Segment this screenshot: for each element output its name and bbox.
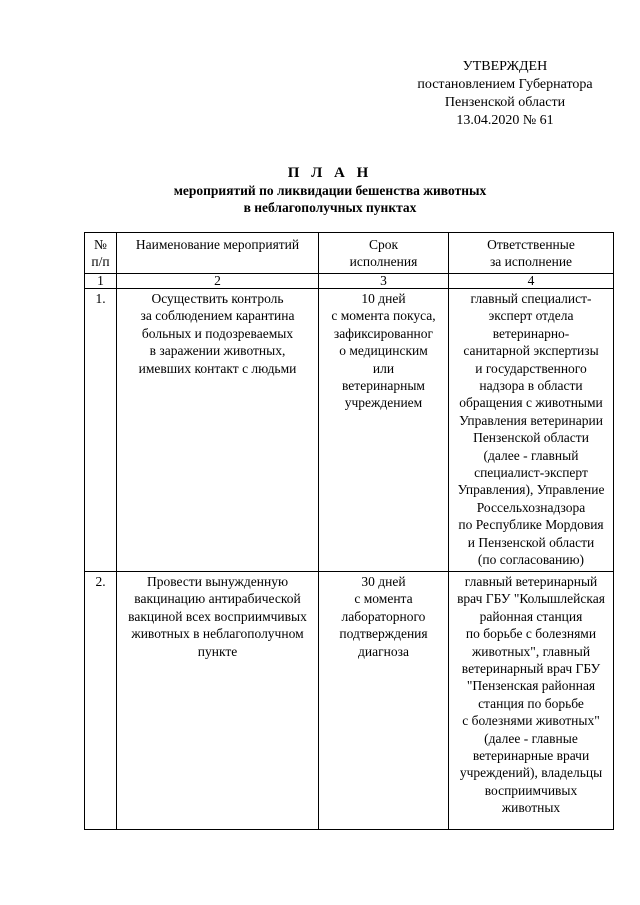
header-deadline: Срок исполнения [319,233,449,274]
column-numbers-row [85,274,614,289]
header-number: № п/п [85,233,117,274]
column-number: 3 [319,274,449,289]
table-header-row [85,233,614,274]
approval-decree: постановлением Губернатора [417,77,593,92]
table-row [85,572,614,830]
column-number: 4 [449,274,614,289]
row-deadline: 10 дней с момента покуса, зафиксированног о медицинским или ветеринарным учреждением [319,289,449,572]
row-responsible: главный ветеринарный врач ГБУ "Колышлейская районная станция по борьбе с болезнями животных", главный ветеринарный врач ГБУ "Пензенская районная станция по борьбе с болезнями животных" (далее - главные ветеринарные врачи учреждений), владельцы восприимчивых животных [449,572,614,830]
table-row [85,289,614,572]
approval-title: УТВЕРЖДЕН [462,59,548,74]
title-subtitle-1: мероприятий по ликвидации бешенства животных [173,183,487,198]
title-main: П Л А Н [287,165,373,181]
row-deadline: 30 дней с момента лабораторного подтверждения диагноза [319,572,449,830]
row-number: 1. [85,289,117,572]
approval-region: Пензенской области [444,95,566,110]
approval-date-number: 13.04.2020 № 61 [456,113,554,128]
title-subtitle-2: в неблагополучных пунктах [243,200,417,215]
approval-stamp [400,58,610,130]
header-responsible: Ответственные за исполнение [449,233,614,274]
column-number: 2 [117,274,319,289]
row-measure: Провести вынужденную вакцинацию антирабической вакциной всех восприимчивых животных в неблагополучном пункте [117,572,319,830]
row-measure: Осуществить контроль за соблюдением карантина больных и подозреваемых в заражении животных, имевших контакт с людьми [117,289,319,572]
column-number: 1 [85,274,117,289]
header-name: Наименование мероприятий [117,233,319,274]
row-number: 2. [85,572,117,830]
row-responsible: главный специалист- эксперт отдела ветеринарно- санитарной экспертизы и государственного надзора в области обращения с животными Управления ветеринарии Пензенской области (далее - главный специалист-эксперт Управления), Управление Россельхознадзора по Республике Мордовия и Пензенской области (по согласованию) [449,289,614,572]
document-title [120,164,540,216]
plan-table [84,232,614,830]
